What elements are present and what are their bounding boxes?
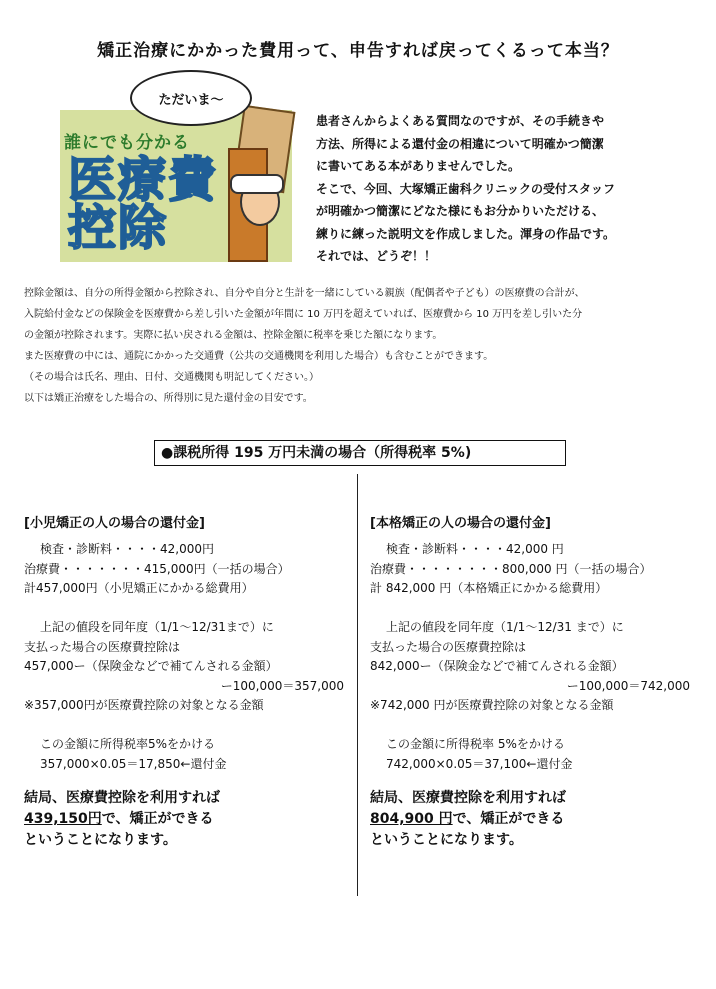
deduction-target-line: ※742,000 円が医療費控除の対象となる金額 xyxy=(370,698,614,712)
refund-line: 357,000×0.05＝17,850←還付金 xyxy=(40,756,227,771)
treatment-fee-line: 治療費・・・・・・・415,000円（一括の場合） xyxy=(24,561,290,576)
explanation-paragraph xyxy=(24,283,708,409)
paragraph-line: 以下は矯正治療をした場合の、所得別に見た還付金の目安です。 xyxy=(24,393,313,404)
child-orthodontics-column xyxy=(24,512,364,851)
calc-line: 上記の値段を同年度（1/1〜12/31まで）に xyxy=(40,620,274,634)
tax-rate-line: この金額に所得税率 5%をかける xyxy=(386,737,565,751)
refund-line: 742,000×0.05＝37,100←還付金 xyxy=(386,756,573,771)
calc-line: 支払った場合の医療費控除は xyxy=(24,639,181,654)
calc-line: ー100,000＝742,000 xyxy=(566,678,690,693)
deduction-target-line: ※357,000円が医療費控除の対象となる金額 xyxy=(24,698,264,712)
final-amount: 439,150円 xyxy=(24,811,102,827)
intro-line: 患者さんからよくある質問なのですが、その手続きや xyxy=(316,114,605,128)
page-title: 矯正治療にかかった費用って、申告すれば戻ってくるって本当？ xyxy=(97,41,619,61)
illustration xyxy=(60,70,292,262)
conclusion xyxy=(370,788,710,851)
conclusion-rest: で、矯正ができる xyxy=(101,811,214,827)
conclusion-rest: で、矯正ができる xyxy=(452,811,565,827)
conclusion-line xyxy=(24,809,364,830)
calc-line: 上記の値段を同年度（1/1〜12/31 まで）に xyxy=(386,620,624,634)
section-heading: ●課税所得 195 万円未満の場合（所得税率 5%) xyxy=(154,440,566,466)
full-orthodontics-column xyxy=(370,512,710,851)
paragraph-line: （その場合は氏名、理由、日付、交通機関も明記してください。） xyxy=(24,372,319,383)
paragraph-line: 入院給付金などの保険金を医療費から差し引いた金額が年間に 10 万円を超えていれば、医療費から 10 万円を差し引いた分 xyxy=(24,309,583,320)
conclusion-line: ということになります。 xyxy=(24,832,177,848)
intro-text xyxy=(316,110,708,268)
conclusion-line: ということになります。 xyxy=(370,832,523,848)
intro-line: そこで、今回、大塚矯正歯科クリニックの受付スタッフ xyxy=(316,181,616,196)
conclusion-line: 結局、医療費控除を利用すれば xyxy=(370,790,566,806)
tax-rate-line: この金額に所得税率5%をかける xyxy=(40,737,216,751)
column-heading: [本格矯正の人の場合の還付金] xyxy=(370,516,551,531)
person-hat-icon xyxy=(230,174,284,194)
illustration-subtitle: 誰にでも分かる xyxy=(64,133,190,153)
calc-line: 457,000ー（保険金などで補てんされる金額） xyxy=(24,659,278,673)
conclusion-line xyxy=(370,809,710,830)
total-line: 計457,000円（小児矯正にかかる総費用） xyxy=(24,581,254,595)
illustration-title-line1: 医療費 xyxy=(68,152,219,208)
speech-bubble: ただいま〜 xyxy=(130,70,252,126)
final-amount: 804,900 円 xyxy=(370,811,453,827)
total-line: 計 842,000 円（本格矯正にかかる総費用） xyxy=(370,581,608,595)
conclusion xyxy=(24,788,364,851)
conclusion-line: 結局、医療費控除を利用すれば xyxy=(24,790,220,806)
calc-line: 842,000ー（保険金などで補てんされる金額） xyxy=(370,659,624,673)
calc-line: ー100,000＝357,000 xyxy=(220,678,344,693)
paragraph-line: また医療費の中には、通院にかかった交通費（公共の交通機関を利用した場合）も含むことができます。 xyxy=(24,351,494,362)
intro-line: それでは、どうぞ！！ xyxy=(316,249,437,263)
exam-fee-line: 検査・診断料・・・・42,000 円 xyxy=(386,542,564,556)
paragraph-line: 控除金額は、自分の所得金額から控除され、自分や自分と生計を一緒にしている親族（配偶者や子ども）の医療費の合計が、 xyxy=(24,288,585,299)
intro-line: が明確かつ簡潔にどなた様にもお分かりいただける、 xyxy=(316,204,605,218)
column-heading: [小児矯正の人の場合の還付金] xyxy=(24,516,205,531)
paragraph-line: の金額が控除されます。実際に払い戻される金額は、控除金額に税率を乗じた額になります。 xyxy=(24,330,443,341)
intro-line: 練りに練った説明文を作成しました。渾身の作品です。 xyxy=(316,226,616,241)
calc-line: 支払った場合の医療費控除は xyxy=(370,639,527,654)
intro-line: に書いてある本がありませんでした。 xyxy=(316,159,521,173)
exam-fee-line: 検査・診断料・・・・42,000円 xyxy=(40,542,214,556)
intro-line: 方法、所得による還付金の相違について明確かつ簡潔 xyxy=(316,136,604,151)
treatment-fee-line: 治療費・・・・・・・・800,000 円（一括の場合） xyxy=(370,561,652,576)
illustration-title-line2: 控除 xyxy=(68,200,169,256)
